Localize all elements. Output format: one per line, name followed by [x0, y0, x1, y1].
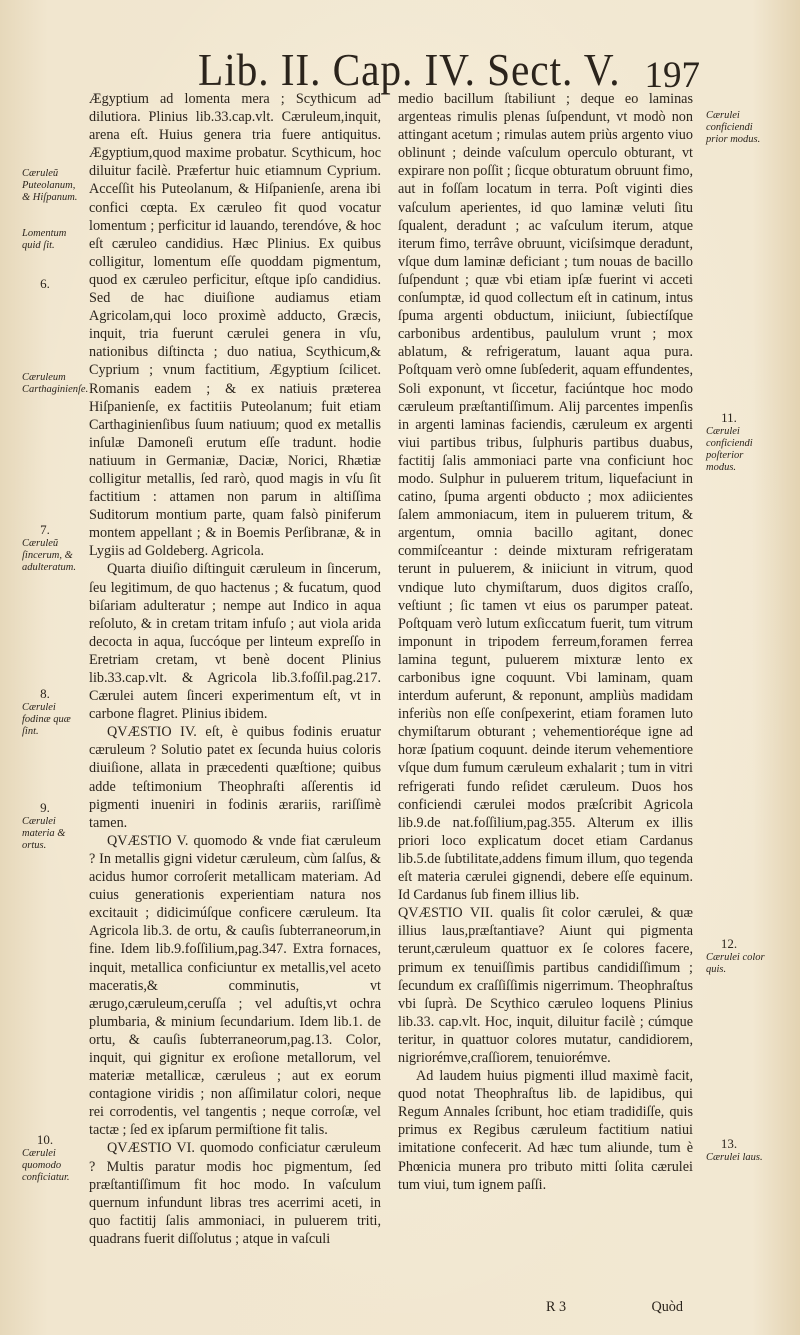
right-text-column: [398, 90, 693, 1194]
catchword: Quòd: [651, 1299, 683, 1315]
paragraph: medio bacillum ſtabiliunt ; deque eo laminas argenteas rimulis plenas ſuſpendunt, vt modò non attingant acetum ; rimulas autem priùs argento viuo oblinunt ; deinde vaſculum operculo obturant, vt expirare non poſſit ; ſicque obturatum obruunt fimo, aut in foſſam locatum in terra. Poſt viginti dies vaſculum aperientes, id quo laminæ veluti ſitu ſqualent, deradunt ; ac vaſculum iterum, atque iterum fimo, terrâve obruunt, viciſsimque deradunt, vſque dum laminæ deficiant ; tum nouas de bacillo ſuſpendunt ; quæ vbi etiam ipſæ fuerint vi acceti conſumptæ, id quod collectum eſt in catinum, intus ſpuma argenti obductum, iniiciunt, ſubiectíſque carbonibus ardentibus, paululum vrunt ; mox ablatum, & refrigeratum, lauant aqua pura. Poſtquam verò omne ſubſederit, aquam effundentes, Soli exponunt, vt ſiccetur, faciúntque hoc modo cæruleum præſtantiſſimum. Alij parcentes impenſis in argenti laminas faciendis, cæruleum ex argenti viui partibus tribus, ſulphuris partibus duabus, factitij ſalis ammoniaci parte vna conficiunt hoc modo. Sulphur in puluerem tritum, liquefaciunt in catino, ſpuma argenti obducto ; mox adiicientes ſalem ammoniacum, item in puluerem tritum, & argentum, omnia bacillo agitant, donec commiſceantur : deinde mixturam refrigeratam terunt in puluerem, & iniiciunt in vitrum, quod vndique luto chymiſtarum, duos digitos craſſo, veſtiunt ; ſic tamen vt eius os parumper pateat. Poſtquam verò lutum exſiccatum fuerit, tum vitrum imponunt in tripodem ferreum,foramen ferrea lamina tegunt, puluerem mixturæ lento ex carbonibus igne coquunt. Vbi laminam, quam interdum auferunt, & reponunt, ampliùs madidam inferiùs non eſſe conſpexerint, etiam foramen luto chymiſtarum obturant ; vehementioréque igne ad horæ ſpatium coquunt. deinde iterum vehementiore vſque dum fumum cæruleum exhalarit ; tum in vitri refrigerati fundo reſidet cæruleum. Duos hos conficiendi cærulei modos præſcribit Agricola lib.9.de nat.foſſilium,pag.355. Alterum ex illis priori loco explicatum docet etiam Cardanus lib.5.de ſubtilitate,addens fimum illum, quo tegenda eſt materia cærulei gignendi, debere eſſe equinum. Id Cardanus ſub finem illius lib.: [398, 91, 693, 904]
margin-note: Lomentum quid ſit.: [22, 228, 67, 251]
signature-mark: R 3: [546, 1299, 567, 1315]
margin-note: 10. Cærulei quomodo conficiatur.: [22, 1132, 70, 1183]
paragraph: QVÆSTIO VI. quomodo conficiatur cæruleum ? Multis paratur modis hoc pigmentum, ſed præſtantiſſimum fit hoc modo. In vaſculum quernum infundunt libras tres acerrimi aceti, in quo factitij ſalis ammoniaci, in puluerem triti, quadrans fuerit diſſolutus ; atque in vaſculi: [89, 1140, 381, 1247]
paragraph: QVÆSTIO V. quomodo & vnde fiat cæruleum ? In metallis gigni videtur cæruleum, cùm ſalſus, & acidus humor corroſerit metallicam materiam. Ad cuius generationis experientiam natura nos excitauit ; didicimúſque conficere cæruleum. Ita Agricola lib.3. de ortu, & cauſis ſubterraneorum,in fine. Idem lib.9.foſſilium,pag.347. Extra fornaces, inquit, metallica conficiuntur ex metallis,vel aceto maceratis,& comminutis, vt ærugo,cæruleum,ceruſſa ; vel aduſtis,vt ochra plumbaria, & minium ſecundarium. Idem lib.1. de ortu, & cauſis ſubterraneorum,pag.13. Color, inquit, qui gignitur ex eroſione metallorum, vel materiæ metallicæ, cæruleus ; aut ex eorum contagione viridis ; non aſſimilatur colori, neque rei corrodentis, vel tangentis ; neque corroſæ, vel tactæ ; ſed ex ipſarum permiſtione fit talis.: [89, 832, 381, 1139]
margin-note: Cæruleũ Puteolanum, & Hiſpanum.: [22, 168, 78, 203]
margin-note: Cærulei conficiendi prior modus.: [706, 110, 761, 145]
paragraph: Quarta diuiſio diſtinguit cæruleum in ſincerum, ſeu legitimum, de quo hactenus ; & fucatum, quod biſariam adulteratur ; nempe aut Indico in aqua reſoluto, & in cretam tritam infuſo ; aut viola arida decocta in aqua, ſuccóque per linteum expreſſo in Eretriam cretam, vt benè docent Plinius lib.33.cap.vlt. & Agricola lib.3.foſſil.pag.217. Cærulei autem ſinceri experimentum eſt, vt in carbone flagret. Plinius ibidem.: [89, 561, 381, 723]
margin-note: 7. Cæruleũ ſincerum, & adulteratum.: [22, 522, 76, 573]
margin-note: 12. Cærulei color quis.: [706, 936, 765, 975]
left-text-column: [89, 90, 381, 1248]
margin-note: 13. Cærulei laus.: [706, 1136, 763, 1163]
margin-note: Cæruleum Carthaginienſe.: [22, 372, 89, 395]
paragraph: Ad laudem huius pigmenti illud maximè facit, quod notat Theophraſtus lib. de lapidibus, qui Regum Annales ſcribunt, hoc etiam tradidiſſe, quis primus ex Regibus cæruleum factitium natiui imitatione confecerit. Ad hæc tum aliunde, tum è Phœnicia munera pro tributo mitti ſolita cærulei tum viui, tum ignem paſſi.: [398, 1068, 693, 1193]
paragraph: QVÆSTIO VII. qualis ſit color cærulei, & quæ illius laus,præſtantiave? Aiunt qui pigmenta terunt,cæruleum quattuor ex ſe colores facere, primum ex tenuiſſimis partibus candidiſſimum ; ſecundum ex craſſiſſimis nigerrimum. Theophraſtus vbi ſuprà. De Scythico cæruleo loquens Plinius lib.33. cap.vlt. Hoc, inquit, diluitur facilè ; cúmque teritur, in quattuor colores mutatur, candidiorem, nigriorémve,craſſiorem, tenuiorémve.: [398, 905, 693, 1066]
margin-note: 9. Cærulei materia & ortus.: [22, 800, 66, 851]
margin-note: 8. Cærulei fodinæ quæ ſint.: [22, 686, 71, 737]
margin-note: 11. Cærulei conficiendi poſterior modus.: [706, 410, 753, 473]
page-number: 197: [644, 55, 700, 96]
paragraph: QVÆSTIO IV. eſt, è quibus fodinis eruatur cæruleum ? Solutio patet ex ſecunda huius coloris diuiſione, allata in præcedenti quæſtione; quibus adde teſtimonium Theophraſti aſſerentis id pigmenti inueniri in fodinis ærariis, rariſſimè tamen.: [89, 724, 381, 831]
paragraph: Ægyptium ad lomenta mera ; Scythicum ad dilutiora. Plinius lib.33.cap.vlt. Cæruleum,inquit, arena eſt. Huius genera tria fuere antiquitus. Ægyptium,quod maxime probatur. Scythicum, hoc diluitur facilè. Præfertur huic etiamnum Cyprium. Acceſſit his Puteolanum, & Hiſpanienſe, arena ibi confici cœpta. Ex cæruleo fit quod vocatur lomentum ; perficitur id lauando, terendóve, & hoc eſt cæruleo candidius. Hæc Plinius. Ex quibus colligitur, lomentum eſſe quoddam pigmentum, quod ex cæruleo perficitur, eſtque ipſo candidius. Sed de hac diuiſione audiamus etiam Agricolam,qui loco proximè adducto, Græcis, inquit, tria fuerunt cærulei genera in vſu, nationibus diſtincta ; duo natiua, Scythicum,& Cyprium ; vnum factitium, Ægyptium ſcilicet. Romanis eadem ; & ex natiuis præterea Hiſpanienſe, ex factitiis Puteolanum; fuit etiam Carthaginienſibus ſuum natiuum; quod ex metallis inſulæ Damoneſi erutum eſſe tradunt. hodie natiuum in Germaniæ, Daciæ, Norici, Rhætiæ colligitur metallis, ſed rarò, quod magis in vſu ſit factitium : attamen non parum in altiſſima Suditorum montium parte, quam falsò piniferum montem appellant ; & in Boemis Perſibranæ, & in Lygiis ad Goldeberg. Agricola.: [89, 91, 381, 560]
margin-note: 6.: [40, 276, 50, 291]
running-title: Lib. II. Cap. IV. Sect. V.: [198, 44, 621, 95]
